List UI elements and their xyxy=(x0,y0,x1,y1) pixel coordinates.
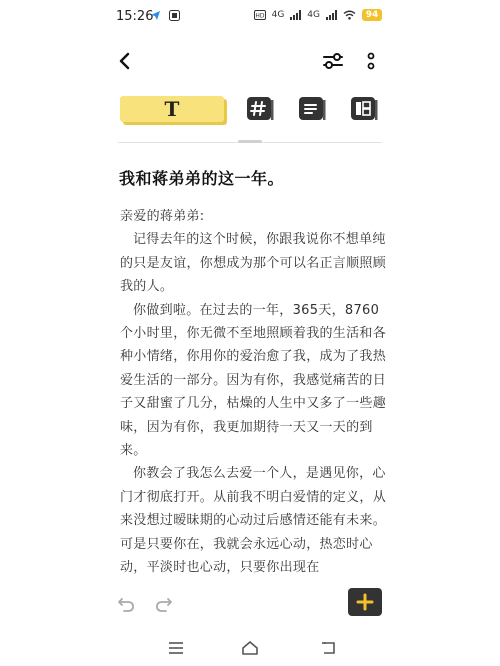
wifi-icon xyxy=(343,10,356,20)
settings-button[interactable] xyxy=(320,48,346,74)
note-body[interactable] xyxy=(120,205,386,577)
gallery-icon xyxy=(169,10,180,21)
home-icon xyxy=(241,640,259,656)
svg-text:HD: HD xyxy=(255,12,265,20)
network-type-label: 4G xyxy=(271,10,285,20)
note-greeting: 亲爱的蒋弟弟: xyxy=(120,209,205,224)
drag-handle[interactable] xyxy=(238,140,262,143)
note-title[interactable]: 我和蒋弟弟的这一年。 xyxy=(119,169,285,188)
redo-icon xyxy=(155,595,173,613)
hd-icon xyxy=(254,10,266,20)
sliders-icon xyxy=(322,51,344,71)
text-tab-label: T xyxy=(164,97,180,121)
back-nav-button[interactable] xyxy=(316,638,340,658)
hashtag-icon xyxy=(246,96,274,122)
signal-bars-icon xyxy=(290,10,301,20)
network-type-label-2: 4G xyxy=(307,10,320,20)
back-icon xyxy=(320,641,336,655)
note-paragraph: 你做到啦。在过去的一年，365天，8760个小时里，你无微不至地照顾着我的生活和各种小情绪，你用你的爱治愈了我，成为了我热爱生活的一部分。因为有你，我感觉痛苦的日子又甜蜜了几分，枯燥的人生中又多了一些趣味，因为有你，我更加期待一天又一天的到来。 xyxy=(120,302,386,459)
text-format-tab[interactable] xyxy=(120,96,224,122)
redo-button[interactable] xyxy=(152,592,176,616)
hashtag-tab[interactable] xyxy=(246,96,274,122)
signal-bars-icon-2 xyxy=(326,10,337,20)
system-nav-bar xyxy=(0,632,500,666)
format-tabs xyxy=(0,96,500,126)
editor-bottom-bar xyxy=(0,586,500,622)
layout-tab[interactable] xyxy=(350,96,378,122)
add-button[interactable] xyxy=(348,588,382,616)
status-bar xyxy=(0,0,500,34)
undo-icon xyxy=(117,595,135,613)
note-paragraph: 记得去年的这个时候，你跟我说你不想单纯的只是友谊，你想成为那个可以名正言顺照顾我的人。 xyxy=(120,232,386,295)
send-icon xyxy=(150,10,161,21)
list-tab[interactable] xyxy=(298,96,326,122)
chevron-left-icon xyxy=(118,52,132,70)
list-icon xyxy=(298,96,326,122)
menu-nav-button[interactable] xyxy=(164,638,188,658)
undo-button[interactable] xyxy=(114,592,138,616)
menu-icon xyxy=(168,641,184,655)
battery-indicator: 94 xyxy=(362,9,382,21)
back-button[interactable] xyxy=(112,48,138,74)
top-toolbar xyxy=(0,40,500,84)
plus-icon xyxy=(356,593,374,611)
more-button[interactable] xyxy=(360,48,382,74)
layout-icon xyxy=(350,96,378,122)
home-nav-button[interactable] xyxy=(238,638,262,658)
note-paragraph: 你教会了我怎么去爱一个人，是遇见你，心门才彻底打开。从前我不明白爱情的定义，从来没想过暧昧期的心动过后感情还能有未来。可是只要你在，我就会永远心动，热恋时心动，平淡时也心动，只要你出现在 xyxy=(120,466,386,576)
vertical-dots-icon xyxy=(367,52,375,70)
status-time: 15:26 xyxy=(116,9,154,24)
